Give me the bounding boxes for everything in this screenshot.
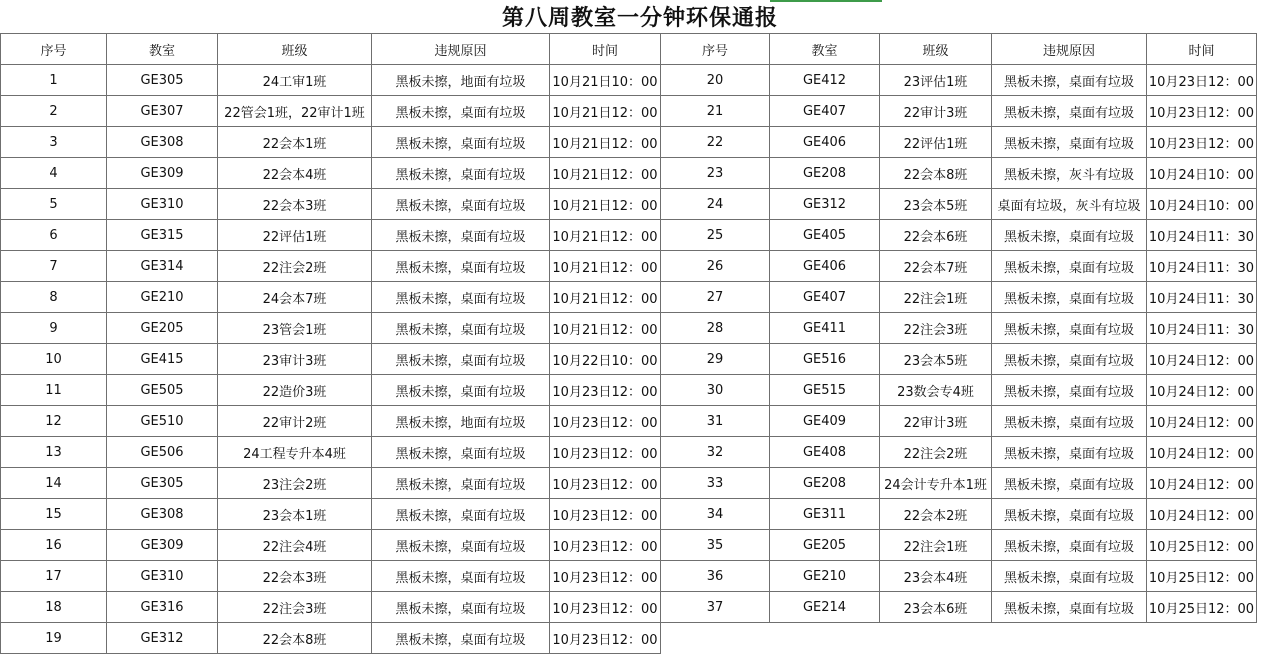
cell-time: 10月24日11：30	[1147, 220, 1257, 251]
cell-time: 10月23日12：00	[550, 561, 661, 592]
cell-room: GE214	[770, 592, 880, 623]
cell-time: 10月23日12：00	[550, 406, 661, 437]
cell-no: 33	[661, 468, 770, 499]
cell-reason: 黑板未擦，桌面有垃圾	[372, 158, 550, 189]
cell-reason: 黑板未擦，桌面有垃圾	[992, 220, 1147, 251]
cell-room: GE510	[107, 406, 218, 437]
table-row	[1, 127, 1257, 158]
cell-room: GE406	[770, 251, 880, 282]
cell-time: 10月23日12：00	[1147, 127, 1257, 158]
cell-time: 10月21日12：00	[550, 127, 661, 158]
cell-reason: 黑板未擦，桌面有垃圾	[992, 282, 1147, 313]
cell-time: 10月21日12：00	[550, 282, 661, 313]
cell-class: 22管会1班，22审计1班	[218, 96, 372, 127]
cell-class: 22会本1班	[218, 127, 372, 158]
cell-class: 22注会2班	[880, 437, 992, 468]
cell-reason: 黑板未擦，桌面有垃圾	[372, 96, 550, 127]
header-row	[1, 34, 1257, 65]
cell-class: 23会本4班	[880, 561, 992, 592]
cell-room: GE407	[770, 282, 880, 313]
cell-room: GE407	[770, 96, 880, 127]
cell-room: GE210	[107, 282, 218, 313]
cell-room: GE415	[107, 344, 218, 375]
cell-no: 21	[661, 96, 770, 127]
cell-class: 22注会3班	[218, 592, 372, 623]
cell-no: 12	[1, 406, 107, 437]
report-title: 第八周教室一分钟环保通报	[501, 6, 778, 31]
cell-time: 10月21日12：00	[550, 96, 661, 127]
header-room: 教室	[107, 34, 218, 65]
cell-no: 20	[661, 65, 770, 96]
cell-reason: 黑板未擦，桌面有垃圾	[372, 282, 550, 313]
cell-no: 8	[1, 282, 107, 313]
cell-no: 32	[661, 437, 770, 468]
cell-no: 9	[1, 313, 107, 344]
cell-class: 24会本7班	[218, 282, 372, 313]
cell-reason: 黑板未擦，桌面有垃圾	[992, 251, 1147, 282]
cell-time: 10月24日12：00	[1147, 468, 1257, 499]
table-row	[1, 158, 1257, 189]
cell-no: 28	[661, 313, 770, 344]
cell-class: 23管会1班	[218, 313, 372, 344]
cell-time: 10月24日11：30	[1147, 313, 1257, 344]
cell-room: GE312	[107, 623, 218, 654]
cell-no: 25	[661, 220, 770, 251]
cell-time: 10月24日11：30	[1147, 282, 1257, 313]
cell-no: 36	[661, 561, 770, 592]
cell-reason: 黑板未擦，桌面有垃圾	[372, 623, 550, 654]
cell-no: 31	[661, 406, 770, 437]
cell-class: 23会本5班	[880, 344, 992, 375]
table-row	[1, 561, 1257, 592]
title-accent-line	[770, 0, 882, 2]
cell-time: 10月24日10：00	[1147, 158, 1257, 189]
cell-room: GE406	[770, 127, 880, 158]
cell-no: 4	[1, 158, 107, 189]
cell-reason: 黑板未擦，桌面有垃圾	[992, 65, 1147, 96]
table-row	[1, 189, 1257, 220]
cell-class: 22会本3班	[218, 561, 372, 592]
cell-room: GE505	[107, 375, 218, 406]
table-row	[1, 220, 1257, 251]
header-reason: 违规原因	[992, 34, 1147, 65]
cell-reason: 黑板未擦，桌面有垃圾	[992, 561, 1147, 592]
header-room: 教室	[770, 34, 880, 65]
cell-time: 10月24日10：00	[1147, 189, 1257, 220]
cell-class: 22审计2班	[218, 406, 372, 437]
cell-no: 5	[1, 189, 107, 220]
cell-no: 15	[1, 499, 107, 530]
cell-no: 18	[1, 592, 107, 623]
cell-time: 10月24日12：00	[1147, 344, 1257, 375]
cell-no: 2	[1, 96, 107, 127]
header-class: 班级	[880, 34, 992, 65]
report-table	[0, 33, 1257, 654]
cell-reason: 黑板未擦，地面有垃圾	[372, 406, 550, 437]
table-row	[1, 282, 1257, 313]
cell-class: 22审计3班	[880, 96, 992, 127]
cell-reason: 黑板未擦，桌面有垃圾	[372, 344, 550, 375]
cell-room: GE309	[107, 158, 218, 189]
cell-reason: 黑板未擦，桌面有垃圾	[992, 96, 1147, 127]
cell-reason: 黑板未擦，桌面有垃圾	[372, 530, 550, 561]
cell-no: 35	[661, 530, 770, 561]
cell-time: 10月21日12：00	[550, 251, 661, 282]
header-time: 时间	[550, 34, 661, 65]
cell-class: 22审计3班	[880, 406, 992, 437]
cell-class: 22会本2班	[880, 499, 992, 530]
cell-room: GE408	[770, 437, 880, 468]
cell-reason: 黑板未擦，桌面有垃圾	[992, 127, 1147, 158]
cell-room: GE411	[770, 313, 880, 344]
header-time: 时间	[1147, 34, 1257, 65]
cell-no: 1	[1, 65, 107, 96]
cell-class: 22评估1班	[218, 220, 372, 251]
table-row	[1, 251, 1257, 282]
cell-class: 22注会3班	[880, 313, 992, 344]
cell-reason: 黑板未擦，地面有垃圾	[372, 65, 550, 96]
cell-class: 22会本6班	[880, 220, 992, 251]
cell-room: GE305	[107, 65, 218, 96]
cell-class: 23会本5班	[880, 189, 992, 220]
cell-room: GE309	[107, 530, 218, 561]
cell-reason: 黑板未擦，桌面有垃圾	[992, 468, 1147, 499]
cell-room: GE308	[107, 127, 218, 158]
cell-class: 22会本8班	[218, 623, 372, 654]
cell-no: 10	[1, 344, 107, 375]
cell-time: 10月25日12：00	[1147, 530, 1257, 561]
cell-time: 10月25日12：00	[1147, 592, 1257, 623]
cell-class: 24工审1班	[218, 65, 372, 96]
cell-no: 3	[1, 127, 107, 158]
cell-reason: 黑板未擦，灰斗有垃圾	[992, 158, 1147, 189]
cell-class: 22会本3班	[218, 189, 372, 220]
cell-time: 10月24日11：30	[1147, 251, 1257, 282]
cell-time: 10月24日12：00	[1147, 499, 1257, 530]
cell-room: GE307	[107, 96, 218, 127]
cell-no: 26	[661, 251, 770, 282]
cell-room: GE312	[770, 189, 880, 220]
cell-reason: 黑板未擦，桌面有垃圾	[992, 592, 1147, 623]
cell-time: 10月21日12：00	[550, 158, 661, 189]
cell-room: GE208	[770, 158, 880, 189]
cell-time: 10月23日12：00	[550, 468, 661, 499]
cell-time: 10月22日10：00	[550, 344, 661, 375]
cell-no: 23	[661, 158, 770, 189]
cell-time: 10月23日12：00	[550, 499, 661, 530]
cell-reason: 黑板未擦，桌面有垃圾	[992, 406, 1147, 437]
cell-room: GE412	[770, 65, 880, 96]
cell-class: 24会计专升本1班	[880, 468, 992, 499]
cell-reason: 黑板未擦，桌面有垃圾	[992, 530, 1147, 561]
cell-class: 23注会2班	[218, 468, 372, 499]
cell-no: 34	[661, 499, 770, 530]
cell-reason: 黑板未擦，桌面有垃圾	[372, 592, 550, 623]
cell-time: 10月21日10：00	[550, 65, 661, 96]
cell-room: GE506	[107, 437, 218, 468]
cell-reason: 黑板未擦，桌面有垃圾	[372, 313, 550, 344]
cell-time: 10月23日12：00	[550, 375, 661, 406]
cell-reason: 黑板未擦，桌面有垃圾	[992, 437, 1147, 468]
cell-room: GE310	[107, 189, 218, 220]
cell-class: 22会本8班	[880, 158, 992, 189]
cell-class: 23数会专4班	[880, 375, 992, 406]
cell-no: 27	[661, 282, 770, 313]
cell-reason: 黑板未擦，桌面有垃圾	[992, 375, 1147, 406]
cell-class: 23审计3班	[218, 344, 372, 375]
cell-no: 24	[661, 189, 770, 220]
cell-reason: 黑板未擦，桌面有垃圾	[992, 344, 1147, 375]
cell-reason: 黑板未擦，桌面有垃圾	[372, 189, 550, 220]
table-row	[1, 96, 1257, 127]
cell-reason: 黑板未擦，桌面有垃圾	[992, 499, 1147, 530]
cell-class: 22注会1班	[880, 530, 992, 561]
cell-time: 10月23日12：00	[550, 592, 661, 623]
cell-reason: 黑板未擦，桌面有垃圾	[372, 468, 550, 499]
cell-no: 17	[1, 561, 107, 592]
cell-no: 22	[661, 127, 770, 158]
cell-class: 23会本6班	[880, 592, 992, 623]
table-row	[1, 375, 1257, 406]
cell-reason: 黑板未擦，桌面有垃圾	[372, 220, 550, 251]
cell-no: 30	[661, 375, 770, 406]
header-no: 序号	[661, 34, 770, 65]
table-row	[1, 592, 1257, 623]
cell-time: 10月24日12：00	[1147, 375, 1257, 406]
cell-time: 10月21日12：00	[550, 313, 661, 344]
cell-room: GE515	[770, 375, 880, 406]
cell-class: 22造价3班	[218, 375, 372, 406]
cell-room: GE208	[770, 468, 880, 499]
cell-class: 22评估1班	[880, 127, 992, 158]
table-row	[1, 468, 1257, 499]
cell-class: 23评估1班	[880, 65, 992, 96]
cell-no: 19	[1, 623, 107, 654]
cell-class: 23会本1班	[218, 499, 372, 530]
cell-no: 6	[1, 220, 107, 251]
header-no: 序号	[1, 34, 107, 65]
table-row	[1, 313, 1257, 344]
cell-no: 7	[1, 251, 107, 282]
cell-room: GE316	[107, 592, 218, 623]
cell-room: GE409	[770, 406, 880, 437]
cell-room: GE315	[107, 220, 218, 251]
cell-reason: 桌面有垃圾，灰斗有垃圾	[992, 189, 1147, 220]
cell-time: 10月25日12：00	[1147, 561, 1257, 592]
cell-no: 14	[1, 468, 107, 499]
cell-room: GE311	[770, 499, 880, 530]
cell-no: 16	[1, 530, 107, 561]
table-row	[1, 530, 1257, 561]
table-row	[1, 499, 1257, 530]
cell-reason: 黑板未擦，桌面有垃圾	[372, 561, 550, 592]
table-row	[1, 406, 1257, 437]
header-class: 班级	[218, 34, 372, 65]
cell-room: GE205	[770, 530, 880, 561]
cell-room: GE516	[770, 344, 880, 375]
cell-time: 10月24日12：00	[1147, 406, 1257, 437]
cell-time: 10月24日12：00	[1147, 437, 1257, 468]
cell-class: 24工程专升本4班	[218, 437, 372, 468]
cell-no: 11	[1, 375, 107, 406]
cell-no: 13	[1, 437, 107, 468]
cell-room: GE405	[770, 220, 880, 251]
header-reason: 违规原因	[372, 34, 550, 65]
cell-reason: 黑板未擦，桌面有垃圾	[372, 127, 550, 158]
cell-time: 10月23日12：00	[550, 437, 661, 468]
cell-room: GE308	[107, 499, 218, 530]
table-row	[1, 344, 1257, 375]
cell-no: 37	[661, 592, 770, 623]
cell-class: 22注会1班	[880, 282, 992, 313]
cell-reason: 黑板未擦，桌面有垃圾	[372, 499, 550, 530]
cell-class: 22注会2班	[218, 251, 372, 282]
cell-reason: 黑板未擦，桌面有垃圾	[372, 437, 550, 468]
cell-time: 10月23日12：00	[1147, 65, 1257, 96]
table-row	[1, 65, 1257, 96]
cell-time: 10月21日12：00	[550, 220, 661, 251]
cell-reason: 黑板未擦，桌面有垃圾	[372, 375, 550, 406]
cell-class: 22会本4班	[218, 158, 372, 189]
cell-time: 10月23日12：00	[550, 530, 661, 561]
cell-time: 10月23日12：00	[1147, 96, 1257, 127]
cell-no: 29	[661, 344, 770, 375]
cell-room: GE314	[107, 251, 218, 282]
cell-reason: 黑板未擦，桌面有垃圾	[992, 313, 1147, 344]
cell-class: 22会本7班	[880, 251, 992, 282]
cell-room: GE210	[770, 561, 880, 592]
cell-time: 10月21日12：00	[550, 189, 661, 220]
table-row	[1, 437, 1257, 468]
empty-cell	[661, 623, 1257, 654]
cell-reason: 黑板未擦，桌面有垃圾	[372, 251, 550, 282]
cell-time: 10月23日12：00	[550, 623, 661, 654]
cell-room: GE305	[107, 468, 218, 499]
cell-room: GE205	[107, 313, 218, 344]
cell-class: 22注会4班	[218, 530, 372, 561]
table-row	[1, 623, 1257, 654]
cell-room: GE310	[107, 561, 218, 592]
